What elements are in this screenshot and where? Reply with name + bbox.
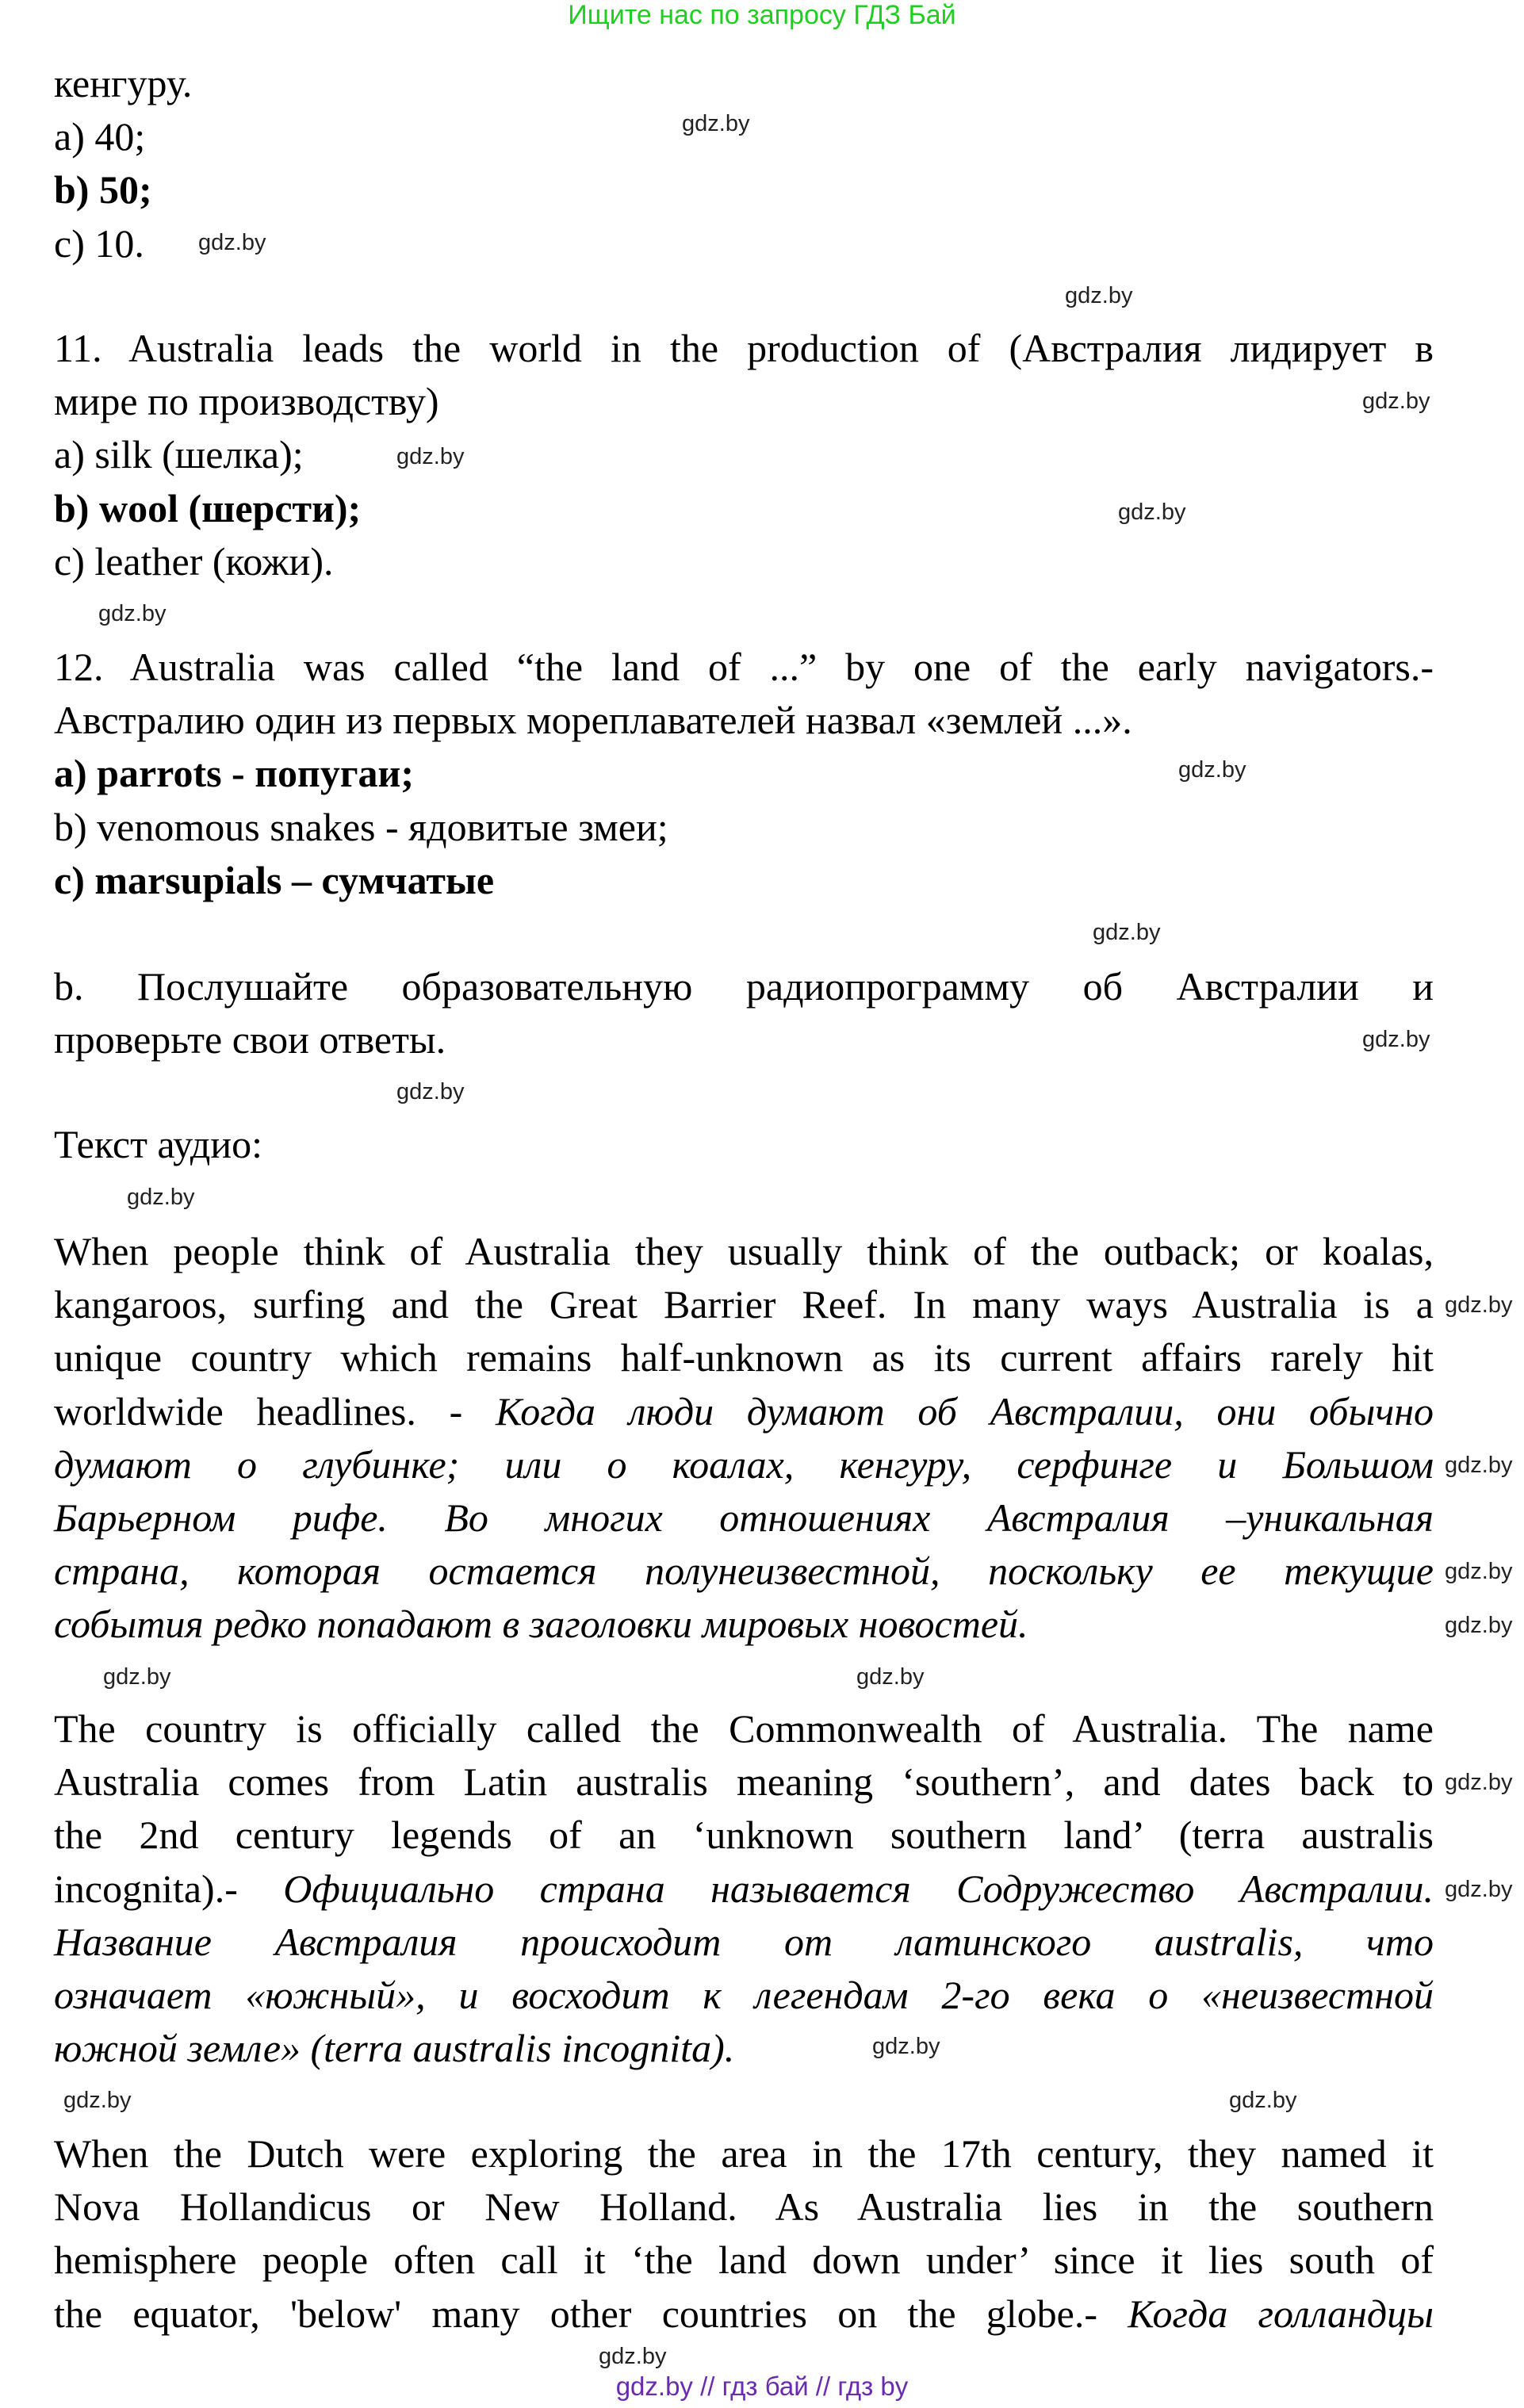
watermark-gdz: gdz.by [856, 1664, 925, 1690]
correct-answer-text: a) parrots - попугаи; [54, 751, 414, 796]
watermark-gdz: gdz.by [599, 2344, 667, 2369]
search-hint-banner: Ищите нас по запросу ГДЗ Бай [568, 0, 956, 30]
text-segment: hemisphere people often call it ‘the land down under’ since it lies south of [54, 2238, 1434, 2283]
text-segment: The country is officially called the Commonwealth of Australia. The name [54, 1706, 1434, 1751]
text-line [54, 1013, 1434, 1066]
text-segment: the equator, 'below' many other countries on the globe.- [54, 2291, 1128, 2336]
watermark-gdz: gdz.by [1445, 1877, 1513, 1902]
text-line [54, 694, 1434, 747]
text-line [54, 641, 1434, 694]
watermark-gdz: gdz.by [1445, 1559, 1513, 1584]
watermark-gdz: gdz.by [1178, 757, 1246, 783]
text-line [54, 1969, 1434, 2022]
translation-text: события редко попадают в заголовки мировых новостей. [54, 1602, 1028, 1647]
audio-paragraph-3 [54, 2127, 1434, 2341]
watermark-gdz: gdz.by [98, 601, 167, 626]
translation-text: Барьерном рифе. Во многих отношениях Австралия –уникальная [54, 1495, 1434, 1540]
text-segment: 11. Australia leads the world in the production of (Австралия лидирует в [54, 326, 1434, 370]
watermark-gdz: gdz.by [1093, 920, 1161, 945]
translation-text: Когда голландцы [1128, 2291, 1434, 2336]
correct-answer-text: b) wool (шерсти); [54, 485, 362, 530]
text-line [54, 1916, 1434, 1969]
text-line [54, 57, 1434, 110]
text-line [54, 428, 1434, 481]
text-segment: мире по производству) [54, 379, 439, 424]
text-segment: Nova Hollandicus or New Holland. As Australia lies in the southern [54, 2184, 1434, 2230]
correct-answer-text: c) marsupials – сумчатые [54, 857, 495, 902]
text-line [54, 1385, 1434, 1438]
task-b-instruction [54, 960, 1434, 1066]
text-line [54, 1225, 1434, 1278]
watermark-gdz: gdz.by [1445, 1453, 1513, 1478]
text-line [54, 482, 1434, 535]
text-segment: incognita).- [54, 1866, 284, 1911]
text-segment: kangaroos, surfing and the Great Barrier Reef. In many ways Australia is a [54, 1282, 1434, 1327]
text-line [54, 960, 1434, 1013]
text-line [54, 1809, 1434, 1862]
watermark-gdz: gdz.by [872, 2034, 940, 2059]
text-line [54, 2180, 1434, 2234]
text-segment: кенгуру. [54, 61, 193, 105]
watermark-gdz: gdz.by [1362, 1027, 1430, 1052]
text-segment: the 2nd century legends of an ‘unknown southern land’ (terra australis [54, 1813, 1434, 1858]
text-segment: worldwide headlines. - [54, 1388, 496, 1434]
text-line [54, 322, 1434, 375]
watermark-gdz: gdz.by [1118, 500, 1186, 525]
text-line [54, 801, 1434, 854]
text-line [54, 1862, 1434, 1916]
watermark-gdz: gdz.by [682, 111, 750, 136]
watermark-gdz: gdz.by [1445, 1770, 1513, 1795]
text-segment: a) silk (шелка); [54, 432, 304, 477]
text-line [54, 1755, 1434, 1809]
audio-paragraph-1 [54, 1225, 1434, 1652]
watermark-gdz: gdz.by [1362, 389, 1430, 414]
text-line [54, 375, 1434, 428]
text-segment: проверьте свои ответы. [54, 1017, 446, 1062]
text-segment: c) leather (кожи). [54, 538, 334, 584]
audio-text-heading [54, 1118, 1434, 1171]
text-line [54, 1278, 1434, 1331]
text-line [54, 854, 1434, 907]
text-segment: b. Послушайте образовательную радиопрограмму об Австралии и [54, 964, 1434, 1009]
text-segment: b) venomous snakes - ядовитые змеи; [54, 804, 668, 849]
footer-links[interactable]: gdz.by // гдз бай // гдз by [615, 2372, 909, 2401]
text-segment: Текст аудио: [54, 1122, 263, 1166]
translation-text: Название Австралия происходит от латинского australis, что [54, 1919, 1434, 1964]
watermark-gdz: gdz.by [1229, 2088, 1297, 2113]
question-11 [54, 322, 1434, 588]
translation-text: думают о глубинке; или о коалах, кенгуру, серфинге и Большом [54, 1441, 1434, 1487]
translation-text: означает «южный», и восходит к легендам 2-го века о «неизвестной [54, 1972, 1434, 2017]
text-line [54, 2234, 1434, 2287]
text-line [54, 1545, 1434, 1598]
text-line [54, 1438, 1434, 1491]
text-line [54, 163, 1434, 216]
translation-text: южной земле» (terra australis incognita). [54, 2026, 735, 2071]
translation-text: Официально страна называется Содружество Австралии. [283, 1866, 1434, 1911]
watermark-gdz: gdz.by [63, 2088, 132, 2113]
text-line [54, 2022, 1434, 2075]
text-segment: When people think of Australia they usually think of the outback; or koalas, [54, 1229, 1434, 1273]
text-line [54, 2127, 1434, 2180]
text-segment: c) 10. [54, 220, 144, 266]
text-segment: Австралию один из первых мореплавателей назвал «землей ...». [54, 698, 1132, 743]
text-line [54, 2287, 1434, 2341]
text-segment: Australia comes from Latin australis meaning ‘southern’, and dates back to [54, 1759, 1434, 1805]
watermark-gdz: gdz.by [396, 1079, 465, 1104]
translation-text: Когда люди думают об Австралии, они обычно [495, 1388, 1434, 1434]
text-line [54, 1702, 1434, 1755]
audio-paragraph-2 [54, 1702, 1434, 2075]
text-line [54, 1331, 1434, 1384]
watermark-gdz: gdz.by [1445, 1292, 1513, 1318]
text-line [54, 1118, 1434, 1171]
text-segment: unique country which remains half-unknown as its current affairs rarely hit [54, 1335, 1434, 1380]
text-line [54, 1491, 1434, 1545]
watermark-gdz: gdz.by [396, 444, 465, 469]
text-line [54, 1598, 1434, 1651]
watermark-gdz: gdz.by [198, 230, 266, 255]
text-segment: 12. Australia was called “the land of ...” by one of the early navigators.- [54, 645, 1434, 689]
translation-text: страна, которая остается полунеизвестной, поскольку ее текущие [54, 1549, 1434, 1594]
text-segment: When the Dutch were exploring the area in the 17th century, they named it [54, 2131, 1434, 2176]
watermark-gdz: gdz.by [1445, 1613, 1513, 1638]
text-line [54, 535, 1434, 588]
text-segment: a) 40; [54, 114, 146, 159]
watermark-gdz: gdz.by [127, 1185, 195, 1210]
watermark-gdz: gdz.by [103, 1664, 171, 1690]
watermark-gdz: gdz.by [1065, 283, 1133, 308]
correct-answer-text: b) 50; [54, 167, 152, 212]
